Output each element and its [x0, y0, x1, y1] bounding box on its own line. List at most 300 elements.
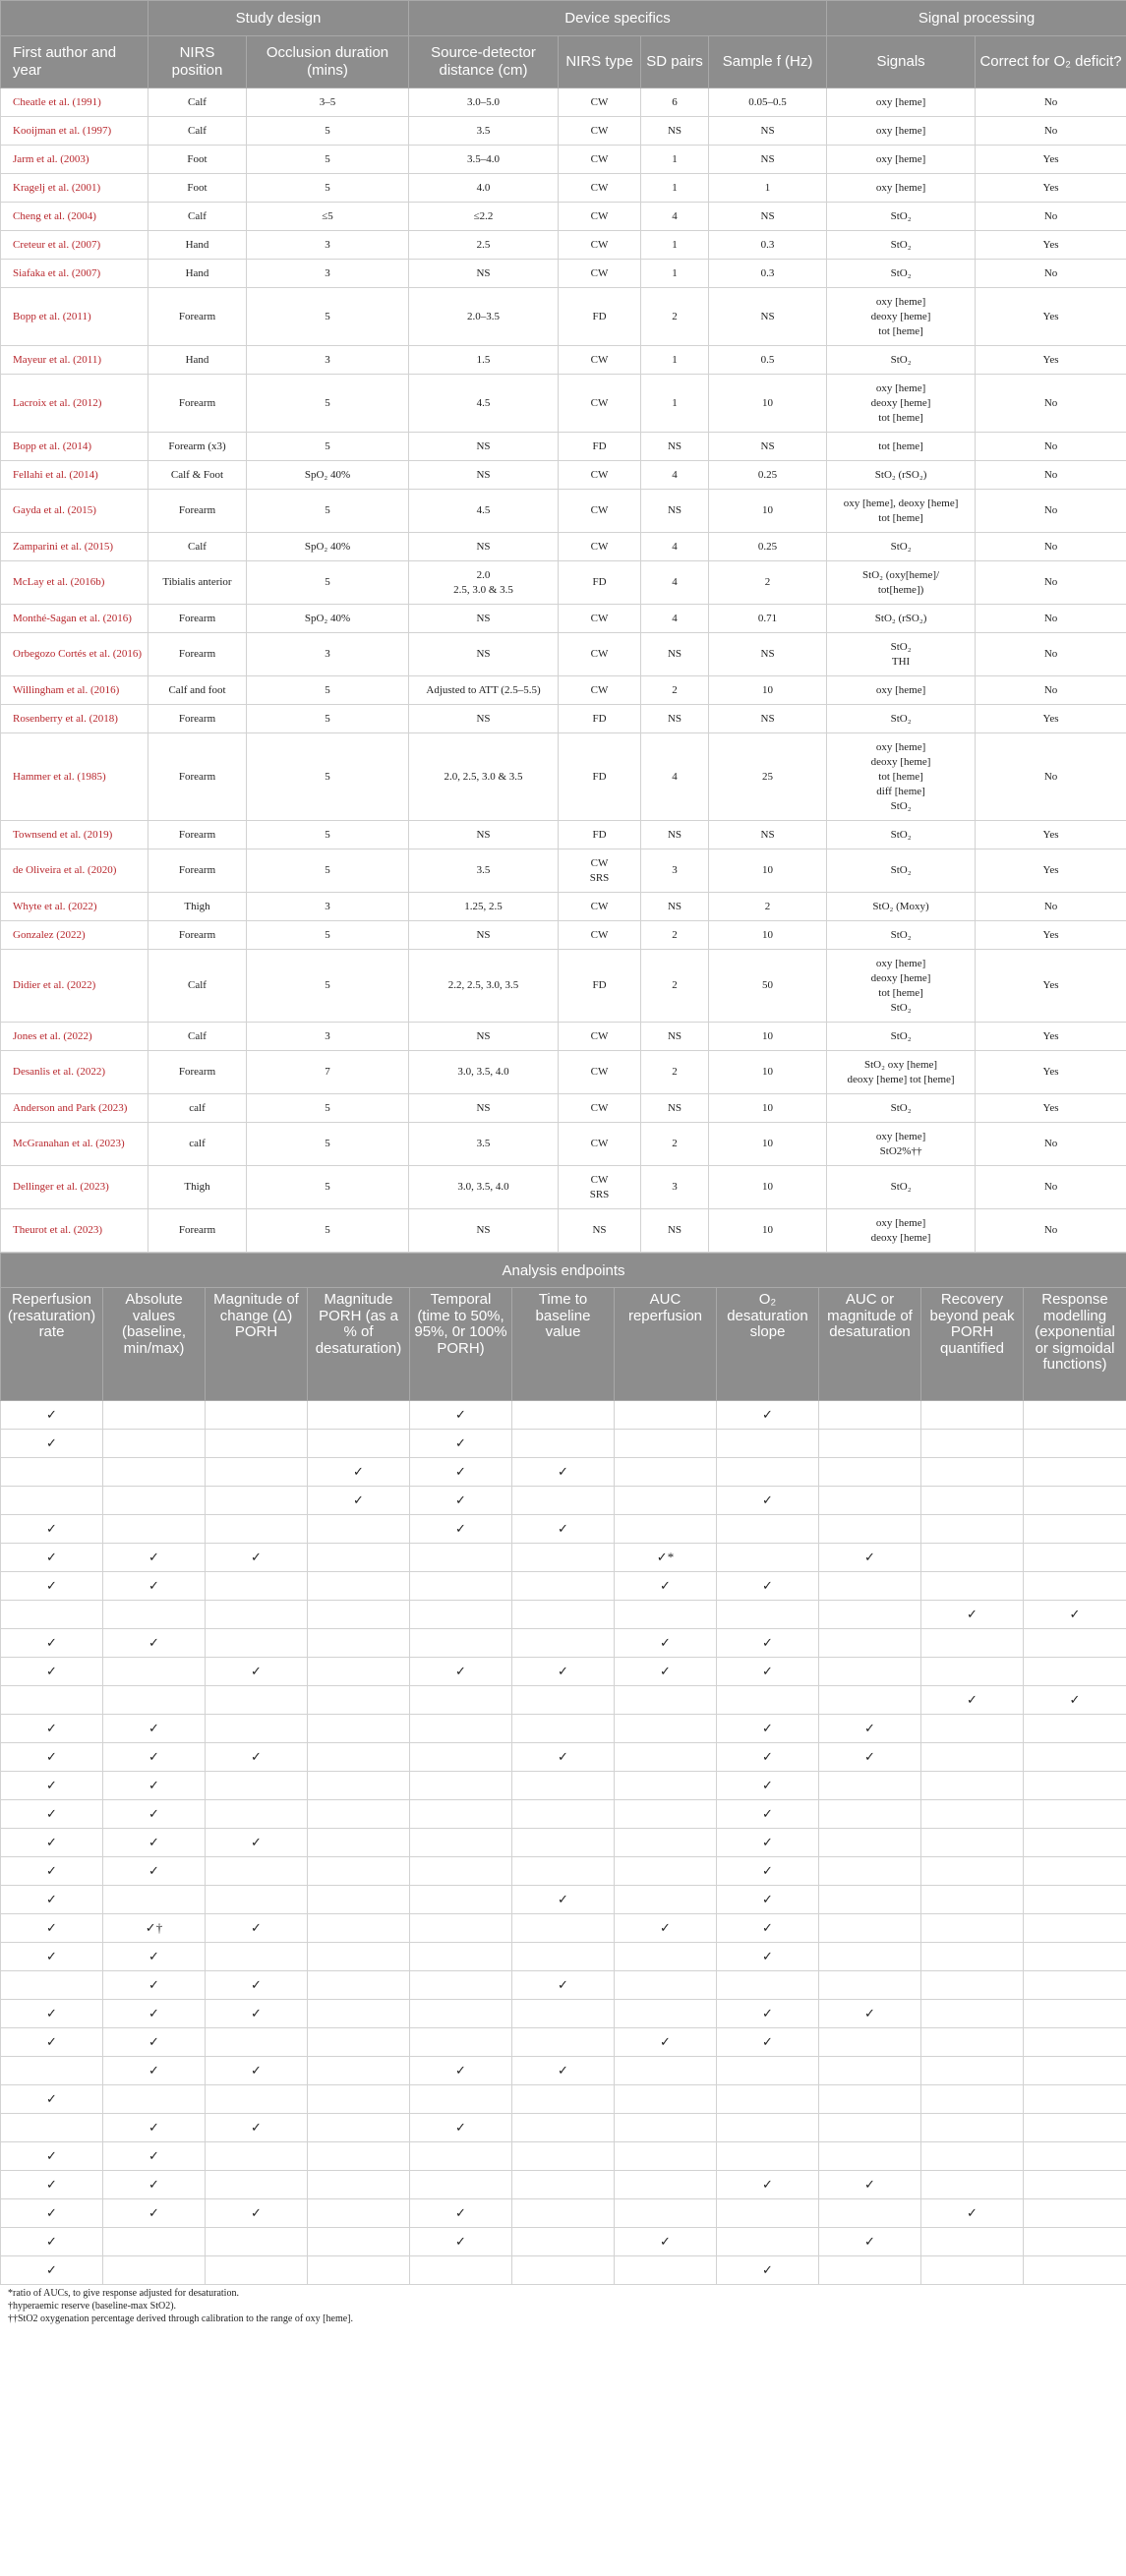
- table-cell: NS: [409, 260, 559, 288]
- table-cell: No: [976, 605, 1126, 633]
- table-cell: 0.3: [709, 231, 827, 260]
- check-cell: ✓: [1, 1572, 103, 1601]
- check-cell: ✓: [206, 2114, 308, 2142]
- check-cell: [410, 2085, 512, 2114]
- check-cell: [410, 2142, 512, 2171]
- check-cell: [410, 1857, 512, 1886]
- check-cell: [308, 1914, 410, 1943]
- footnote: ††StO2 oxygenation percentage derived through calibration to the range of oxy [heme].: [8, 2313, 353, 2324]
- column-header: Occlusion duration (mins): [247, 36, 409, 88]
- table-cell: 5: [247, 1166, 409, 1209]
- check-cell: [819, 1829, 921, 1857]
- check-cell: ✓: [206, 2199, 308, 2228]
- group-header-device-specifics: Device specifics: [409, 1, 827, 36]
- check-cell: [206, 2142, 308, 2171]
- check-cell: [512, 1572, 615, 1601]
- table-row: [1, 1094, 1126, 1123]
- check-cell: [308, 2256, 410, 2285]
- table-cell: No: [976, 490, 1126, 533]
- check-cell: [921, 1715, 1024, 1743]
- check-cell: [512, 1686, 615, 1715]
- check-cell: [103, 1401, 206, 1430]
- check-cell: [410, 2256, 512, 2285]
- column-header: Correct for O₂ deficit?: [976, 36, 1126, 88]
- author-cell: Jones et al. (2022): [1, 1023, 148, 1051]
- author-cell: Siafaka et al. (2007): [1, 260, 148, 288]
- check-cell: [410, 1743, 512, 1772]
- table-cell: StO₂: [827, 921, 976, 950]
- check-cell: ✓: [717, 2000, 819, 2028]
- check-cell: ✓: [206, 1743, 308, 1772]
- check-cell: ✓: [1, 1943, 103, 1971]
- check-cell: [1024, 1515, 1126, 1544]
- table-cell: Forearm: [148, 849, 247, 893]
- check-cell: ✓: [410, 1658, 512, 1686]
- table-cell: Calf: [148, 1023, 247, 1051]
- endpoint-row: [1, 1544, 1126, 1572]
- table-cell: Yes: [976, 1051, 1126, 1094]
- table-cell: CW: [559, 461, 641, 490]
- table-cell: Foot: [148, 174, 247, 203]
- check-cell: [103, 2256, 206, 2285]
- check-cell: [921, 1886, 1024, 1914]
- table-cell: NS: [409, 533, 559, 561]
- check-cell: [1, 1686, 103, 1715]
- check-cell: [308, 1800, 410, 1829]
- check-cell: [717, 2114, 819, 2142]
- check-cell: [921, 1857, 1024, 1886]
- check-cell: [717, 1458, 819, 1487]
- table-cell: CW: [559, 203, 641, 231]
- table-cell: FD: [559, 433, 641, 461]
- table-cell: SpO₂ 40%: [247, 533, 409, 561]
- table-cell: CW: [559, 633, 641, 676]
- check-cell: [615, 1829, 717, 1857]
- column-header: Sample f (Hz): [709, 36, 827, 88]
- table-row: [1, 346, 1126, 375]
- check-cell: ✓: [206, 1914, 308, 1943]
- check-cell: [921, 2228, 1024, 2256]
- table-cell: Forearm: [148, 490, 247, 533]
- table-cell: 10: [709, 1023, 827, 1051]
- endpoint-header: AUC reperfusion: [615, 1288, 717, 1401]
- check-cell: [512, 1401, 615, 1430]
- table-cell: Forearm: [148, 605, 247, 633]
- table-cell: NS: [409, 1023, 559, 1051]
- table-cell: Forearm: [148, 1209, 247, 1253]
- table-cell: 10: [709, 1094, 827, 1123]
- check-cell: ✓: [103, 1572, 206, 1601]
- check-cell: [206, 2085, 308, 2114]
- check-cell: [1024, 1943, 1126, 1971]
- check-cell: ✓: [103, 1829, 206, 1857]
- endpoint-row: [1, 1629, 1126, 1658]
- check-cell: ✓: [1, 1800, 103, 1829]
- check-cell: [717, 1430, 819, 1458]
- check-cell: [206, 2228, 308, 2256]
- table-cell: 1: [641, 146, 709, 174]
- table-cell: NS: [641, 821, 709, 849]
- column-header: First author and year: [1, 36, 148, 88]
- table-cell: 5: [247, 375, 409, 433]
- table-cell: StO₂ (oxy[heme]/ tot[heme]): [827, 561, 976, 605]
- table-cell: NS: [409, 705, 559, 733]
- table-cell: CW: [559, 231, 641, 260]
- author-cell: de Oliveira et al. (2020): [1, 849, 148, 893]
- table-cell: 5: [247, 174, 409, 203]
- check-cell: ✓: [819, 1715, 921, 1743]
- check-cell: [410, 2171, 512, 2199]
- table-cell: 10: [709, 1209, 827, 1253]
- check-cell: [410, 1629, 512, 1658]
- table-cell: 3.5–4.0: [409, 146, 559, 174]
- table-row: [1, 1166, 1126, 1209]
- check-cell: [921, 1658, 1024, 1686]
- table-cell: StO₂: [827, 1166, 976, 1209]
- check-cell: ✓: [103, 2199, 206, 2228]
- author-cell: Lacroix et al. (2012): [1, 375, 148, 433]
- endpoint-header: Temporal (time to 50%, 95%, 0r 100% PORH): [410, 1288, 512, 1401]
- check-cell: ✓*: [615, 1544, 717, 1572]
- table-cell: Yes: [976, 705, 1126, 733]
- table-cell: StO₂: [827, 1094, 976, 1123]
- check-cell: [512, 2228, 615, 2256]
- table-cell: Calf: [148, 117, 247, 146]
- check-cell: [819, 1658, 921, 1686]
- table-cell: 4.5: [409, 490, 559, 533]
- check-cell: ✓: [512, 1971, 615, 2000]
- table-cell: NS: [641, 893, 709, 921]
- table-cell: 6: [641, 88, 709, 117]
- table-cell: Hand: [148, 346, 247, 375]
- table-cell: No: [976, 1123, 1126, 1166]
- check-cell: [717, 1686, 819, 1715]
- author-cell: Bopp et al. (2011): [1, 288, 148, 346]
- check-cell: [512, 1487, 615, 1515]
- table-cell: CW SRS: [559, 1166, 641, 1209]
- check-cell: [308, 1544, 410, 1572]
- table-cell: Yes: [976, 288, 1126, 346]
- table-cell: 1: [709, 174, 827, 203]
- check-cell: [206, 1686, 308, 1715]
- check-cell: [308, 1943, 410, 1971]
- table-cell: 0.5: [709, 346, 827, 375]
- table-cell: StO₂ THI: [827, 633, 976, 676]
- table-cell: oxy [heme], deoxy [heme] tot [heme]: [827, 490, 976, 533]
- table-cell: 5: [247, 921, 409, 950]
- column-header: Signals: [827, 36, 976, 88]
- check-cell: [921, 1572, 1024, 1601]
- check-cell: [819, 2057, 921, 2085]
- check-cell: [410, 2028, 512, 2057]
- table-row: [1, 203, 1126, 231]
- table-cell: 3: [247, 1023, 409, 1051]
- table-cell: CW SRS: [559, 849, 641, 893]
- column-header: NIRS position: [148, 36, 247, 88]
- check-cell: [1024, 1572, 1126, 1601]
- table-row: [1, 1023, 1126, 1051]
- table-cell: 1: [641, 375, 709, 433]
- check-cell: [410, 1686, 512, 1715]
- table-cell: 5: [247, 288, 409, 346]
- check-cell: ✓: [103, 1772, 206, 1800]
- check-cell: [921, 1629, 1024, 1658]
- table-cell: StO₂: [827, 231, 976, 260]
- check-cell: [1, 1458, 103, 1487]
- table-cell: NS: [409, 433, 559, 461]
- check-cell: ✓: [717, 1914, 819, 1943]
- check-cell: ✓: [717, 1743, 819, 1772]
- table-cell: Forearm: [148, 821, 247, 849]
- table-cell: CW: [559, 605, 641, 633]
- check-cell: ✓: [717, 1715, 819, 1743]
- check-cell: ✓: [717, 1658, 819, 1686]
- check-cell: ✓: [1, 1658, 103, 1686]
- author-cell: Jarm et al. (2003): [1, 146, 148, 174]
- table-cell: 5: [247, 1094, 409, 1123]
- table-cell: StO₂: [827, 705, 976, 733]
- check-cell: [819, 2114, 921, 2142]
- check-cell: ✓: [103, 2000, 206, 2028]
- check-cell: [1024, 2171, 1126, 2199]
- table-cell: StO₂ (Moxy): [827, 893, 976, 921]
- check-cell: [921, 1772, 1024, 1800]
- table-cell: Calf: [148, 950, 247, 1023]
- endpoint-header: Reperfusion (resaturation) rate: [1, 1288, 103, 1401]
- check-cell: ✓: [921, 1686, 1024, 1715]
- analysis-endpoints-table: [0, 1253, 1126, 2285]
- check-cell: [717, 1971, 819, 2000]
- check-cell: [308, 1572, 410, 1601]
- table-cell: Thigh: [148, 1166, 247, 1209]
- author-cell: Cheng et al. (2004): [1, 203, 148, 231]
- check-cell: ✓: [410, 1401, 512, 1430]
- check-cell: ✓: [615, 1914, 717, 1943]
- check-cell: ✓: [206, 2057, 308, 2085]
- check-cell: [206, 1430, 308, 1458]
- table-cell: 3: [641, 849, 709, 893]
- author-cell: Orbegozo Cortés et al. (2016): [1, 633, 148, 676]
- check-cell: ✓: [819, 1544, 921, 1572]
- check-cell: ✓: [308, 1487, 410, 1515]
- check-cell: [819, 1487, 921, 1515]
- check-cell: [921, 1515, 1024, 1544]
- table-cell: StO₂ oxy [heme] deoxy [heme] tot [heme]: [827, 1051, 976, 1094]
- table-cell: oxy [heme] StO2%††: [827, 1123, 976, 1166]
- table-cell: 3.0, 3.5, 4.0: [409, 1166, 559, 1209]
- table-cell: Yes: [976, 921, 1126, 950]
- check-cell: ✓: [1024, 1601, 1126, 1629]
- table-cell: Yes: [976, 849, 1126, 893]
- endpoint-row: [1, 1430, 1126, 1458]
- check-cell: ✓: [206, 1658, 308, 1686]
- endpoint-row: [1, 2114, 1126, 2142]
- table-row: [1, 1209, 1126, 1253]
- check-cell: [717, 2057, 819, 2085]
- table-cell: 3.5: [409, 117, 559, 146]
- table-cell: 1: [641, 174, 709, 203]
- check-cell: [103, 1487, 206, 1515]
- table-cell: 10: [709, 1123, 827, 1166]
- author-cell: Dellinger et al. (2023): [1, 1166, 148, 1209]
- table-row: [1, 950, 1126, 1023]
- table-cell: 10: [709, 921, 827, 950]
- endpoint-header-row: [1, 1288, 1126, 1401]
- check-cell: [206, 2256, 308, 2285]
- table-cell: FD: [559, 288, 641, 346]
- table-cell: Yes: [976, 950, 1126, 1023]
- check-cell: [819, 2142, 921, 2171]
- check-cell: [1024, 1857, 1126, 1886]
- endpoint-row: [1, 1601, 1126, 1629]
- check-cell: [1024, 1971, 1126, 2000]
- table-row: [1, 733, 1126, 821]
- check-cell: [615, 1800, 717, 1829]
- check-cell: ✓: [103, 1943, 206, 1971]
- table-row: [1, 633, 1126, 676]
- check-cell: [206, 1857, 308, 1886]
- table-cell: 4: [641, 461, 709, 490]
- check-cell: [410, 1829, 512, 1857]
- check-cell: ✓: [206, 1971, 308, 2000]
- table-cell: CW: [559, 893, 641, 921]
- check-cell: [512, 1943, 615, 1971]
- check-cell: [512, 1629, 615, 1658]
- check-cell: ✓: [103, 1800, 206, 1829]
- check-cell: ✓: [615, 1572, 717, 1601]
- author-cell: Hammer et al. (1985): [1, 733, 148, 821]
- table-cell: NS: [409, 605, 559, 633]
- table-cell: 4: [641, 733, 709, 821]
- table-cell: 5: [247, 1123, 409, 1166]
- table-cell: 4: [641, 203, 709, 231]
- footnote: *ratio of AUCs, to give response adjusted for desaturation.: [8, 2288, 239, 2299]
- endpoint-row: [1, 1401, 1126, 1430]
- check-cell: [615, 2085, 717, 2114]
- table-cell: Yes: [976, 174, 1126, 203]
- table-cell: FD: [559, 950, 641, 1023]
- table-cell: 10: [709, 676, 827, 705]
- check-cell: [1024, 1629, 1126, 1658]
- check-cell: [717, 2228, 819, 2256]
- check-cell: ✓: [103, 2057, 206, 2085]
- check-cell: [410, 1715, 512, 1743]
- endpoint-header: Recovery beyond peak PORH quantified: [921, 1288, 1024, 1401]
- check-cell: ✓: [615, 1629, 717, 1658]
- check-cell: [512, 2142, 615, 2171]
- table-cell: 50: [709, 950, 827, 1023]
- table-row: [1, 433, 1126, 461]
- table-cell: No: [976, 203, 1126, 231]
- table-cell: NS: [409, 1209, 559, 1253]
- check-cell: ✓: [103, 2114, 206, 2142]
- endpoint-row: [1, 1658, 1126, 1686]
- table-cell: Foot: [148, 146, 247, 174]
- table-cell: 5: [247, 821, 409, 849]
- table-cell: 3: [247, 260, 409, 288]
- table-cell: oxy [heme]: [827, 88, 976, 117]
- check-cell: [615, 1458, 717, 1487]
- check-cell: [308, 1857, 410, 1886]
- author-cell: Gonzalez (2022): [1, 921, 148, 950]
- table-cell: StO₂: [827, 1023, 976, 1051]
- check-cell: ✓: [103, 2142, 206, 2171]
- endpoint-row: [1, 1715, 1126, 1743]
- check-cell: [921, 2057, 1024, 2085]
- endpoint-header: Response modelling (exponential or sigmoidal functions): [1024, 1288, 1126, 1401]
- table-row: [1, 676, 1126, 705]
- table-cell: Yes: [976, 146, 1126, 174]
- author-cell: Zamparini et al. (2015): [1, 533, 148, 561]
- analysis-endpoints-band: [1, 1254, 1126, 1288]
- check-cell: ✓: [1, 1515, 103, 1544]
- check-cell: ✓: [1, 2000, 103, 2028]
- group-header-row: [1, 1, 1126, 36]
- check-cell: ✓: [615, 2228, 717, 2256]
- check-cell: [615, 1886, 717, 1914]
- endpoint-header: AUC or magnitude of desaturation: [819, 1288, 921, 1401]
- table-cell: NS: [559, 1209, 641, 1253]
- table-cell: 25: [709, 733, 827, 821]
- table-cell: CW: [559, 921, 641, 950]
- check-cell: ✓: [1, 1886, 103, 1914]
- table-cell: 2: [709, 893, 827, 921]
- check-cell: [308, 2085, 410, 2114]
- table-cell: FD: [559, 561, 641, 605]
- table-cell: Yes: [976, 1023, 1126, 1051]
- check-cell: [1, 1601, 103, 1629]
- check-cell: [921, 1943, 1024, 1971]
- check-cell: [819, 1886, 921, 1914]
- check-cell: ✓: [819, 2171, 921, 2199]
- check-cell: [717, 2085, 819, 2114]
- table-cell: NS: [409, 1094, 559, 1123]
- table-row: [1, 1123, 1126, 1166]
- check-cell: [308, 1601, 410, 1629]
- check-cell: [1024, 1914, 1126, 1943]
- table-row: [1, 1051, 1126, 1094]
- table-cell: 0.25: [709, 533, 827, 561]
- check-cell: [819, 1572, 921, 1601]
- check-cell: [921, 1829, 1024, 1857]
- endpoint-row: [1, 2171, 1126, 2199]
- check-cell: [921, 2114, 1024, 2142]
- table-cell: No: [976, 733, 1126, 821]
- table-cell: 5: [247, 490, 409, 533]
- check-cell: [921, 1971, 1024, 2000]
- table-cell: StO₂: [827, 203, 976, 231]
- table-cell: FD: [559, 733, 641, 821]
- table-cell: 4.0: [409, 174, 559, 203]
- check-cell: ✓: [819, 2228, 921, 2256]
- check-cell: [1024, 2057, 1126, 2085]
- check-cell: ✓: [717, 1401, 819, 1430]
- check-cell: [410, 1971, 512, 2000]
- check-cell: ✓: [103, 1971, 206, 2000]
- table-row: [1, 288, 1126, 346]
- table-cell: 1: [641, 231, 709, 260]
- table-cell: FD: [559, 821, 641, 849]
- check-cell: [819, 1914, 921, 1943]
- table-cell: 3: [641, 1166, 709, 1209]
- table-cell: SpO₂ 40%: [247, 461, 409, 490]
- table-cell: SpO₂ 40%: [247, 605, 409, 633]
- check-cell: [103, 2228, 206, 2256]
- endpoint-header: Absolute values (baseline, min/max): [103, 1288, 206, 1401]
- check-cell: [921, 2142, 1024, 2171]
- check-cell: [206, 1629, 308, 1658]
- table-cell: Forearm: [148, 705, 247, 733]
